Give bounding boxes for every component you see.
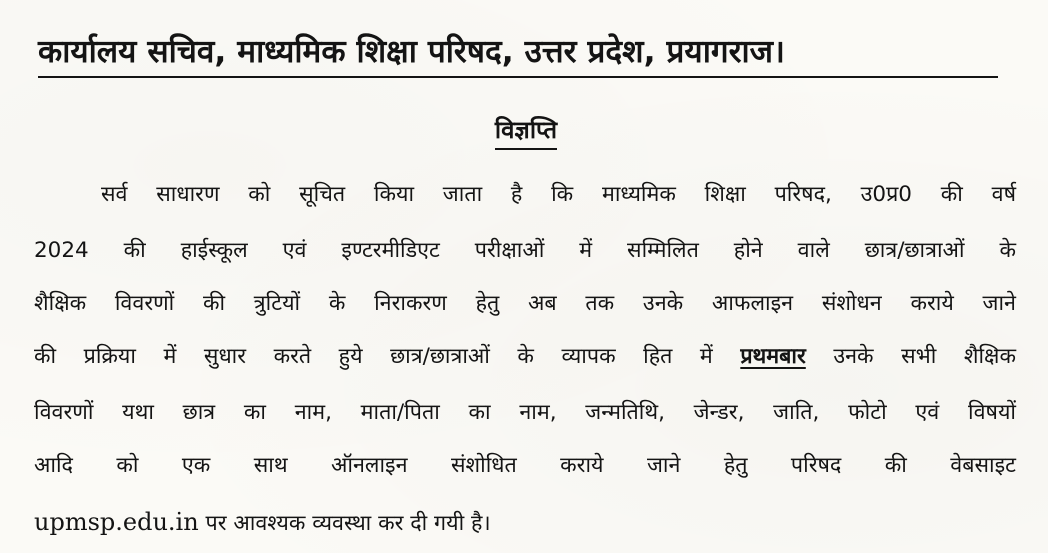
first-time-emphasis: प्रथमबार <box>740 344 806 369</box>
body-line-7 <box>34 508 1016 537</box>
heading-underline <box>38 76 998 78</box>
body-line-1: सर्व साधारण को सूचित किया जाता है कि माध्यमिक शिक्षा परिषद, उ0प्र0 की वर्ष <box>101 182 1016 207</box>
notice-title <box>0 116 1048 150</box>
office-heading: कार्यालय सचिव, माध्यमिक शिक्षा परिषद, उत्तर प्रदेश, प्रयागराज। <box>38 34 785 70</box>
body-line-4-start: की प्रक्रिया में सुधार करते हुये छात्र/छात्राओं के व्यापक हित में <box>34 344 713 369</box>
notice-title-text: विज्ञप्ति <box>495 116 557 150</box>
body-line-5: विवरणों यथा छात्र का नाम, माता/पिता का नाम, जन्मतिथि, जेन्डर, जाति, फोटो एवं विषयों <box>34 400 1016 425</box>
body-line-2: 2024 की हाईस्कूल एवं इण्टरमीडिएट परीक्षाओं में सम्मिलित होने वाले छात्र/छात्राओं के <box>34 238 1016 263</box>
body-line-4-end: उनके सभी शैक्षिक <box>833 344 1016 369</box>
body-line-6: आदि को एक साथ ऑनलाइन संशोधित कराये जाने हेतु परिषद की वेबसाइट <box>34 453 1016 478</box>
body-line-7-end: पर आवश्यक व्यवस्था कर दी गयी है। <box>205 511 491 536</box>
website-url: upmsp.edu.in <box>34 508 199 536</box>
body-line-3: शैक्षिक विवरणों की त्रुटियों के निराकरण हेतु अब तक उनके आफलाइन संशोधन कराये जाने <box>34 291 1016 316</box>
body-line-4 <box>34 344 1016 370</box>
